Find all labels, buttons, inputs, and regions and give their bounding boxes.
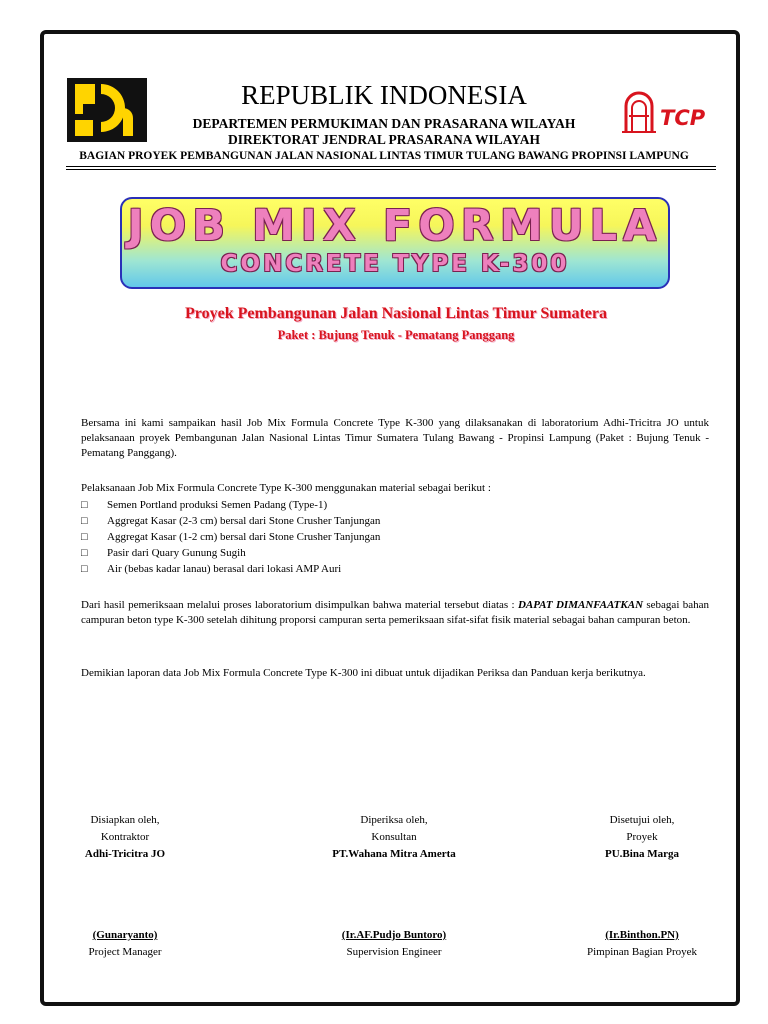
list-item: □ Aggregat Kasar (1-2 cm) bersal dari Stone Crusher Tanjungan [81,531,381,543]
banner-subtitle: CONCRETE TYPE K-300 [220,251,570,277]
checkbox-bullet-icon: □ [81,563,88,575]
signature-org: PU.Bina Marga [605,848,679,860]
header-rule-2 [66,169,716,170]
header-rule [66,166,716,167]
list-item: □ Air (bebas kadar lanau) berasal dari lokasi AMP Auri [81,563,342,575]
signature-contractor-name: (Gunaryanto) Project Manager [50,927,200,961]
signature-org: PT.Wahana Mitra Amerta [332,848,456,860]
list-item: □ Semen Portland produksi Semen Padang (Type-1) [81,499,328,511]
project-package: Paket : Bujung Tenuk - Pematang Panggang [277,328,515,342]
signature-org: Adhi-Tricitra JO [84,848,166,860]
signatory-name: (Gunaryanto) [92,929,158,941]
signature-consultant: Diperiksa oleh, Konsultan PT.Wahana Mitra Amerta [294,812,494,863]
signature-contractor: Disiapkan oleh, Kontraktor Adhi-Tricitra JO [50,812,200,863]
conclusion-emphasis: DAPAT DIMANFAATKAN [517,599,644,611]
materials-list [81,497,709,577]
conclusion-paragraph: Dari hasil pemeriksaan melalui proses laboratorium disimpulkan bahwa material tersebut diatas : DAPAT DIMANFAATKAN sebagai bahan campuran beton type K-300 setelah dihitung proporsi campuran serta pemeriksaan sifat-sifat fisik material sebagai bahan campuran beton. [81,599,710,626]
tcp-logo-text: TCP [660,106,706,130]
checkbox-bullet-icon: □ [81,499,88,511]
list-item: □ Pasir dari Quary Gunung Sugih [81,547,246,559]
signatory-name: (Ir.Binthon.PN) [605,929,679,941]
checkbox-bullet-icon: □ [81,515,88,527]
signature-project: Disetujui oleh, Proyek PU.Bina Marga [562,812,722,863]
title-banner [120,197,670,289]
checkbox-bullet-icon: □ [81,547,88,559]
signature-consultant-name: (Ir.AF.Pudjo Buntoro) Supervision Engineer [294,927,494,961]
list-item: □ Aggregat Kasar (2-3 cm) bersal dari Stone Crusher Tanjungan [81,515,381,527]
signature-project-name: (Ir.Binthon.PN) Pimpinan Bagian Proyek [562,927,722,961]
page-title: REPUBLIK INDONESIA [241,80,527,110]
project-name: Proyek Pembangunan Jalan Nasional Lintas Timur Sumatera [185,305,607,322]
signatory-name: (Ir.AF.Pudjo Buntoro) [341,929,447,941]
department-line: DEPARTEMEN PERMUKIMAN DAN PRASARANA WILAYAH [192,116,576,131]
directorate-line: DIREKTORAT JENDRAL PRASARANA WILAYAH [228,132,540,147]
materials-intro: Pelaksanaan Job Mix Formula Concrete Type K-300 menggunakan material sebagai berikut : [81,482,491,494]
intro-paragraph: Bersama ini kami sampaikan hasil Job Mix Formula Concrete Type K-300 yang dilaksanakan di laboratorium Adhi-Tricitra JO untuk pelaksanaan proyek Pembangunan Jalan Nasional Lintas Timur Sumatera Tulang Bawang - Propinsi Lampung (Paket : Bujung Tenuk - Pematang Panggang). [81,417,709,459]
project-section-line: BAGIAN PROYEK PEMBANGUNAN JALAN NASIONAL LINTAS TIMUR TULANG BAWANG PROPINSI LAMPUNG [79,150,689,162]
banner-title: JOB MIX FORMULA [127,201,663,251]
checkbox-bullet-icon: □ [81,531,88,543]
closing-paragraph: Demikian laporan data Job Mix Formula Concrete Type K-300 ini dibuat untuk dijadikan Periksa dan Panduan kerja berikutnya. [81,667,646,679]
